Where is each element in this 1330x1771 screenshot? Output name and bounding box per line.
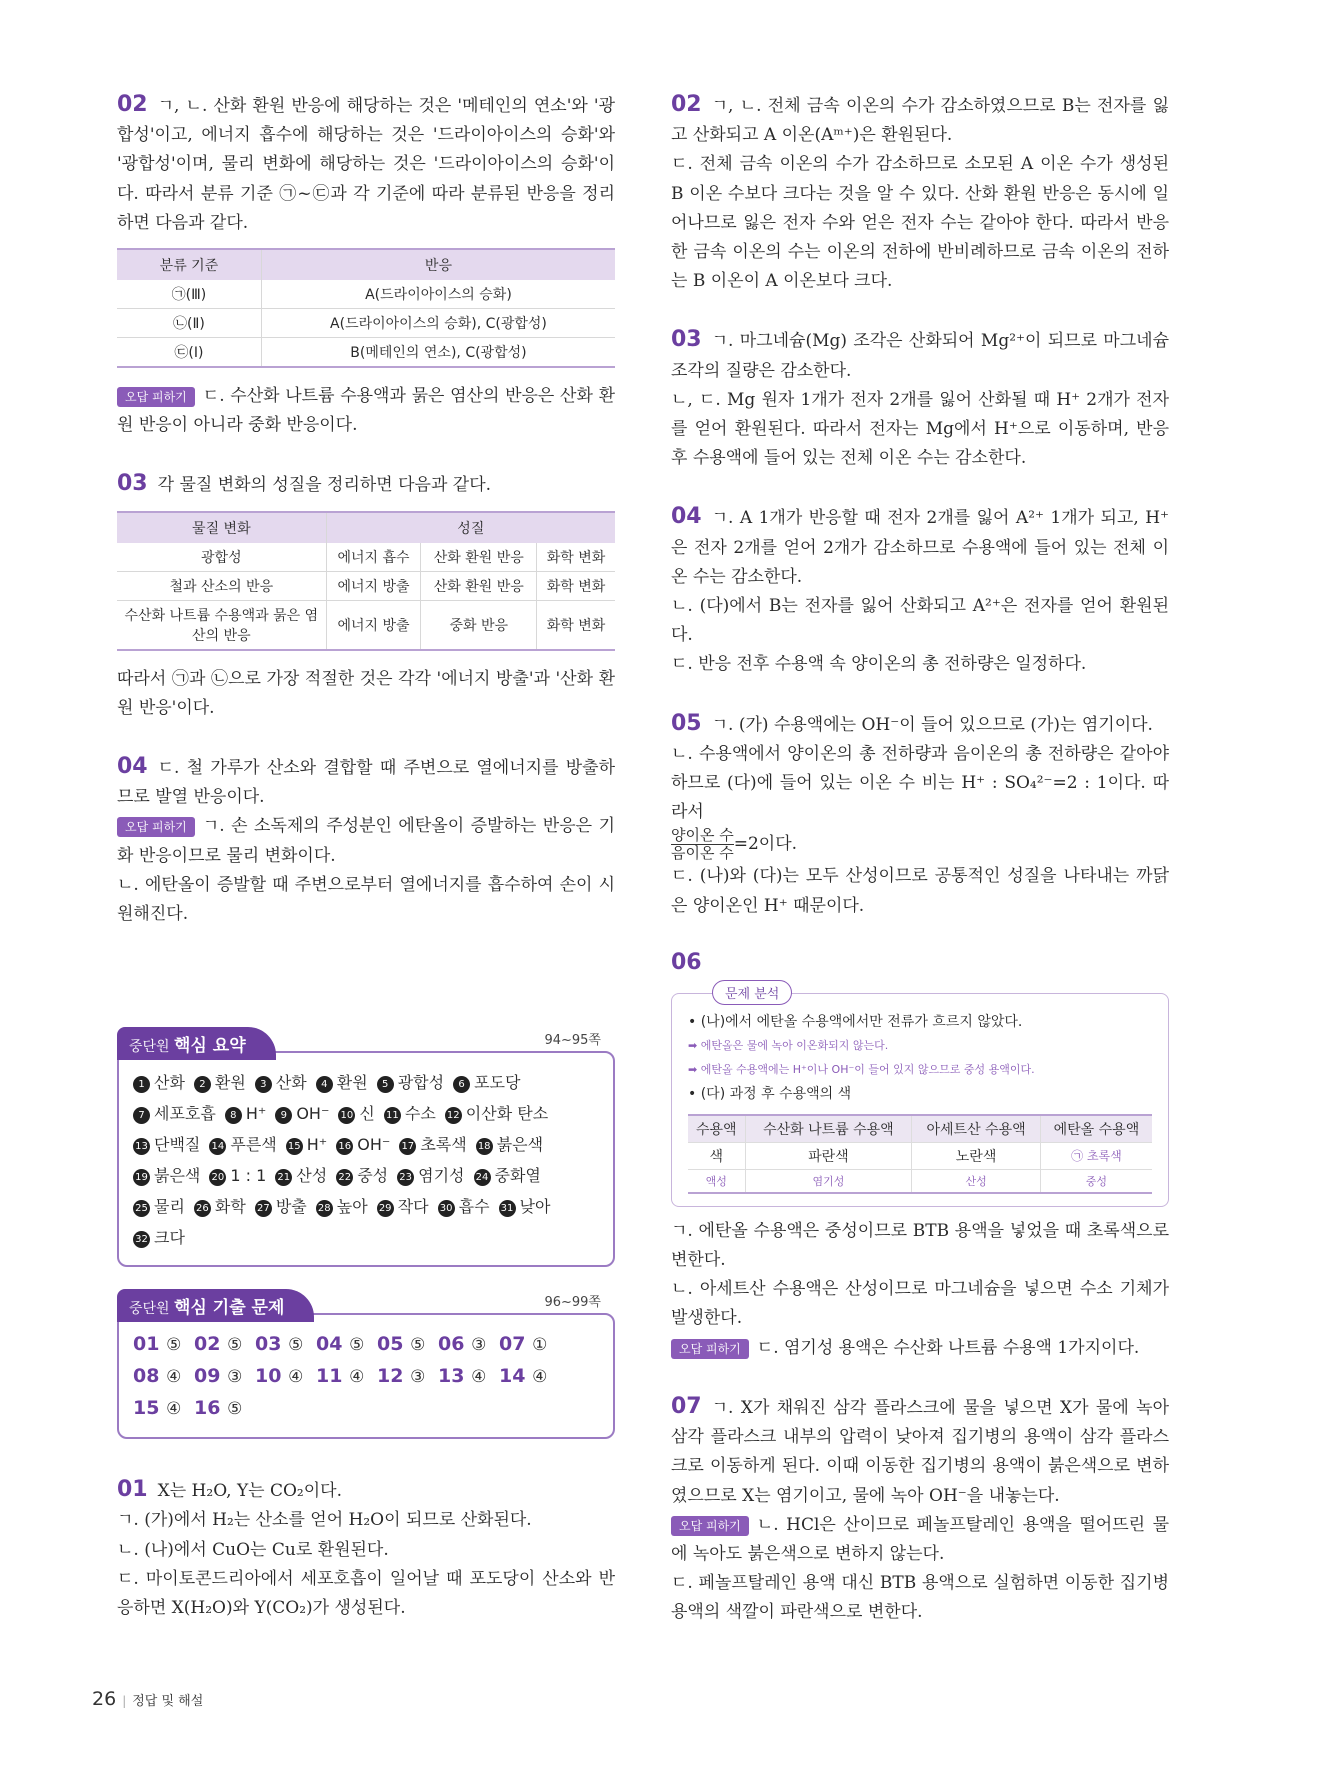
table-cell: 화학 변화 <box>537 571 615 600</box>
analysis-bullet: • (나)에서 에탄올 수용액에서만 전류가 흐르지 않았다. <box>688 1013 1023 1030</box>
answer-choice: ④ <box>471 1367 487 1388</box>
table-row <box>117 543 615 572</box>
answer-choice: ⑤ <box>288 1335 304 1356</box>
item-number-badge: 18 <box>476 1138 493 1155</box>
item-text: 크다 <box>154 1228 185 1248</box>
item-text: 환원 <box>336 1073 368 1093</box>
item-number-badge: 25 <box>133 1200 150 1217</box>
wrong-answer-text: ㄴ. HCl은 산이므로 페놀프탈레인 용액을 떨어뜨린 물에 녹아도 붉은색으로 변하지 않는다. <box>671 1514 1169 1564</box>
answer-choice: ④ <box>166 1367 182 1388</box>
property-table <box>117 511 615 651</box>
answer-03-left <box>117 469 615 723</box>
item-text: 붉은색 <box>496 1135 544 1155</box>
summary-item <box>225 1098 266 1129</box>
explanation-text: ㄱ. X가 채워진 삼각 플라스크에 물을 넣으면 X가 물에 녹아 삼각 플라스크 내부의 압력이 낮아져 집기병의 용액이 삼각 플라스크로 이동하게 된다. 이때 이동한 집기병의 용액이 붉은색으로 변하였으므로 X는 염기이고, 물에 녹아 OH⁻을 내놓는다. <box>671 1397 1169 1506</box>
summary-item <box>286 1129 327 1160</box>
item-number-badge: 9 <box>275 1107 292 1124</box>
table-cell: 광합성 <box>117 543 326 572</box>
item-number-badge: 5 <box>377 1076 394 1093</box>
explanation-text: 각 물질 변화의 성질을 정리하면 다음과 같다. <box>157 475 492 496</box>
answer-item <box>377 1329 438 1361</box>
answer-choice: ④ <box>349 1367 365 1388</box>
item-number-badge: 12 <box>445 1107 462 1124</box>
exam-title <box>117 1289 314 1322</box>
wrong-answer-tag: 오답 피하기 <box>117 817 195 837</box>
answer-01-left <box>117 1475 615 1623</box>
summary-item <box>336 1160 388 1191</box>
answer-item <box>499 1361 560 1393</box>
answer-number: 13 <box>438 1365 465 1388</box>
summary-list <box>133 1067 599 1253</box>
answer-number: 02 <box>194 1333 221 1356</box>
explanation-text: ㄷ. (나)와 (다)는 모두 산성이므로 공통적인 성질을 나타내는 까닭은 양이온인 H⁺ 때문이다. <box>671 866 1169 916</box>
table-cell: ㉠ 초록색 <box>1040 1142 1152 1169</box>
item-text: 단백질 <box>154 1135 201 1155</box>
fraction-line <box>671 827 1169 862</box>
explanation-text: ㄱ. A 1개가 반응할 때 전자 2개를 잃어 A²⁺ 1개가 되고, H⁺은 전자 2개를 얻어 2개가 감소하므로 수용액에 들어 있는 전체 이온 수는 감소한다. <box>671 508 1169 587</box>
wrong-answer-text: ㄷ. 염기성 용액은 수산화 나트륨 수용액 1가지이다. <box>756 1337 1140 1358</box>
title-prefix: 중단원 <box>129 1301 170 1318</box>
explanation-text: ㄴ, ㄷ. Mg 원자 1개가 전자 2개를 잃어 산화될 때 H⁺ 2개가 전자를 얻어 환원된다. 따라서 전자는 Mg에서 H⁺으로 이동하며, 반응 후 수용액에 들어 있는 전체 이온 수는 감소한다. <box>671 389 1169 469</box>
summary-item <box>474 1160 541 1191</box>
table-row <box>117 571 615 600</box>
page-reference: 94~95쪽 <box>544 1033 601 1049</box>
summary-item <box>255 1191 307 1222</box>
item-number-badge: 6 <box>453 1076 470 1093</box>
question-number: 07 <box>671 1393 702 1419</box>
item-text: 중성 <box>357 1166 389 1186</box>
problem-analysis-box <box>671 986 1169 1207</box>
summary-item <box>275 1098 329 1129</box>
wrong-answer-text: ㄷ. 페놀프탈레인 용액 대신 BTB 용액으로 실험하면 이동한 집기병 용액의 색깔이 파란색으로 변한다. <box>671 1573 1169 1623</box>
table-header: 성질 <box>326 512 615 543</box>
answer-number: 11 <box>316 1365 343 1388</box>
item-text: 푸른색 <box>230 1135 277 1155</box>
item-text: 1 : 1 <box>230 1166 267 1186</box>
answer-item <box>438 1361 499 1393</box>
item-text: 중화열 <box>494 1166 541 1186</box>
item-text: 화학 <box>214 1197 246 1217</box>
summary-item <box>133 1191 185 1222</box>
item-text: 세포호흡 <box>154 1104 216 1124</box>
answer-number: 03 <box>255 1333 282 1356</box>
answer-number: 01 <box>133 1333 160 1356</box>
answer-number: 07 <box>499 1333 526 1356</box>
summary-item <box>397 1160 464 1191</box>
summary-item <box>438 1191 490 1222</box>
fraction-numerator: 양이온 수 <box>671 826 734 845</box>
item-text: OH⁻ <box>296 1104 330 1124</box>
explanation-text: ㄱ. 마그네슘(Mg) 조각은 산화되어 Mg²⁺이 되므로 마그네슘 조각의 질량은 감소한다. <box>671 331 1169 381</box>
table-cell: 에너지 흡수 <box>326 543 421 572</box>
item-text: 방출 <box>275 1197 307 1217</box>
summary-item <box>194 1067 246 1098</box>
answer-number: 16 <box>194 1397 221 1420</box>
summary-item <box>275 1160 327 1191</box>
answer-item <box>377 1361 438 1393</box>
answer-number: 10 <box>255 1365 282 1388</box>
table-header: 반응 <box>261 249 615 280</box>
answer-choice: ④ <box>288 1367 304 1388</box>
item-number-badge: 17 <box>399 1138 416 1155</box>
summary-item <box>377 1067 444 1098</box>
table-cell: A(드라이아이스의 승화) <box>261 280 615 309</box>
answer-item <box>316 1329 377 1361</box>
table-row <box>688 1142 1152 1169</box>
item-text: 환원 <box>214 1073 246 1093</box>
summary-item <box>336 1129 390 1160</box>
table-cell: 산성 <box>912 1169 1041 1193</box>
answer-05-right <box>671 709 1169 921</box>
answer-04-right <box>671 502 1169 679</box>
item-number-badge: 3 <box>255 1076 272 1093</box>
summary-item <box>399 1129 466 1160</box>
summary-title <box>117 1027 276 1060</box>
page-number: 26 <box>92 1688 117 1710</box>
item-number-badge: 24 <box>474 1169 491 1186</box>
summary-item <box>453 1067 520 1098</box>
question-number: 04 <box>671 504 702 530</box>
table-cell: 에너지 방출 <box>326 600 421 650</box>
table-header: 에탄올 수용액 <box>1040 1115 1152 1143</box>
answer-choice: ① <box>532 1335 548 1356</box>
summary-item <box>316 1067 368 1098</box>
explanation-text: ㄱ, ㄴ. 산화 환원 반응에 해당하는 것은 '메테인의 연소'와 '광합성'이고, 에너지 흡수에 해당하는 것은 '드라이아이스의 승화'와 '광합성'이며, 물리 변화에 해당하는 것은 '드라이아이스의 승화'이다. 따라서 분류 기준 ㉠~㉢과 각 기준에 따라 분류된 반응을 정리하면 다음과 같다. <box>117 96 615 233</box>
answer-choice: ⑤ <box>166 1335 182 1356</box>
table-row <box>117 280 615 309</box>
answer-number: 12 <box>377 1365 404 1388</box>
item-number-badge: 7 <box>133 1107 150 1124</box>
answer-number: 14 <box>499 1365 526 1388</box>
item-number-badge: 13 <box>133 1138 150 1155</box>
question-number: 01 <box>117 1477 148 1503</box>
fraction-result: =2이다. <box>733 834 798 855</box>
item-number-badge: 1 <box>133 1076 150 1093</box>
item-text: 낮아 <box>519 1197 551 1217</box>
explanation-text: ㄱ. (가) 수용액에는 OH⁻이 들어 있으므로 (가)는 염기이다. <box>711 714 1153 735</box>
summary-item <box>194 1191 246 1222</box>
table-cell: 중성 <box>1040 1169 1152 1193</box>
table-cell: 화학 변화 <box>537 543 615 572</box>
item-text: 염기성 <box>418 1166 465 1186</box>
answer-03-right <box>671 325 1169 473</box>
footer-separator: | <box>122 1694 127 1708</box>
explanation-text: ㄴ. (나)에서 CuO는 Cu로 환원된다. <box>117 1539 389 1560</box>
question-number: 05 <box>671 710 702 736</box>
table-cell: B(메테인의 연소), C(광합성) <box>261 338 615 368</box>
answer-07-right <box>671 1392 1169 1628</box>
item-number-badge: 19 <box>133 1169 150 1186</box>
answer-choice: ⑤ <box>349 1335 365 1356</box>
answer-06-right <box>671 950 1169 1363</box>
question-number: 03 <box>671 327 702 353</box>
table-header: 물질 변화 <box>117 512 326 543</box>
item-text: 작다 <box>397 1197 429 1217</box>
analysis-note: ➡ 에탄올은 물에 녹아 이온화되지 않는다. <box>688 1038 889 1052</box>
explanation-text: ㄷ. 전체 금속 이온의 수가 감소하므로 소모된 A 이온 수가 생성된 B 이온 수보다 크다는 것을 알 수 있다. 산화 환원 반응은 동시에 일어나므로 잃은 전자 수와 얻은 전자 수는 같아야 한다. 따라서 반응한 금속 이온의 수는 이온의 전하에 반비례하므로 금속 이온의 전하는 B 이온이 A 이온보다 크다. <box>671 154 1169 292</box>
item-number-badge: 29 <box>377 1200 394 1217</box>
analysis-bullet: • (다) 과정 후 수용액의 색 <box>688 1085 852 1102</box>
exam-answers-box <box>117 1295 615 1439</box>
page-reference: 96~99쪽 <box>544 1295 601 1311</box>
page-footer <box>92 1688 203 1710</box>
table-cell: 색 <box>688 1142 745 1169</box>
answer-number: 08 <box>133 1365 160 1388</box>
item-number-badge: 23 <box>397 1169 414 1186</box>
table-cell: ㉡(Ⅱ) <box>117 309 261 338</box>
analysis-note: ➡ 에탄올 수용액에는 H⁺이나 OH⁻이 들어 있지 않으므로 중성 용액이다. <box>688 1062 1035 1076</box>
item-number-badge: 16 <box>336 1138 353 1155</box>
table-cell: 염기성 <box>745 1169 912 1193</box>
answer-02-right <box>671 90 1169 296</box>
color-table <box>688 1114 1152 1194</box>
item-text: 초록색 <box>420 1135 467 1155</box>
right-column <box>671 90 1169 1657</box>
explanation-text: ㄱ. 에탄올 수용액은 중성이므로 BTB 용액을 넣었을 때 초록색으로 변한다. <box>671 1220 1169 1271</box>
left-column <box>117 90 615 1652</box>
answer-choice: ③ <box>410 1367 426 1388</box>
answer-number: 05 <box>377 1333 404 1356</box>
answer-choice: ④ <box>532 1367 548 1388</box>
item-number-badge: 28 <box>316 1200 333 1217</box>
footer-label: 정답 및 해설 <box>132 1694 204 1709</box>
summary-item <box>384 1098 436 1129</box>
answer-item <box>194 1361 255 1393</box>
summary-item <box>499 1191 551 1222</box>
title-prefix: 중단원 <box>129 1039 170 1056</box>
explanation-text: X는 H₂O, Y는 CO₂이다. <box>157 1481 342 1502</box>
table-cell: ㉠(Ⅲ) <box>117 280 261 309</box>
table-cell: ㉢(Ⅰ) <box>117 338 261 368</box>
summary-item <box>209 1160 266 1191</box>
ion-ratio-fraction <box>671 827 734 862</box>
answer-choice: ⑤ <box>227 1335 243 1356</box>
table-cell: 중화 반응 <box>421 600 537 650</box>
item-number-badge: 31 <box>499 1200 516 1217</box>
item-text: 광합성 <box>397 1073 445 1093</box>
item-text: 수소 <box>404 1104 436 1124</box>
answer-02-left <box>117 90 615 440</box>
answer-item <box>194 1329 255 1361</box>
table-row <box>688 1115 1152 1143</box>
answer-item <box>255 1361 316 1393</box>
answer-number: 15 <box>133 1397 160 1420</box>
summary-item <box>338 1098 374 1129</box>
table-cell: 파란색 <box>745 1142 912 1169</box>
summary-item <box>133 1067 185 1098</box>
item-text: H⁺ <box>245 1104 267 1124</box>
item-number-badge: 26 <box>194 1200 211 1217</box>
summary-item <box>476 1129 543 1160</box>
item-number-badge: 21 <box>275 1169 292 1186</box>
item-number-badge: 8 <box>225 1107 242 1124</box>
item-text: 포도당 <box>474 1073 521 1093</box>
item-text: 물리 <box>154 1197 185 1217</box>
table-cell: 산화 환원 반응 <box>421 571 537 600</box>
summary-item <box>209 1129 276 1160</box>
answer-item <box>255 1329 316 1361</box>
wrong-answer-text: ㄱ. 손 소독제의 주성분인 에탄올이 증발하는 반응은 기화 반응이므로 물리 변화이다. <box>117 816 615 866</box>
summary-item <box>133 1160 200 1191</box>
table-header: 수용액 <box>688 1115 745 1143</box>
summary-item <box>316 1191 368 1222</box>
explanation-text: ㄴ. 아세트산 수용액은 산성이므로 마그네슘을 넣으면 수소 기체가 발생한다. <box>671 1279 1169 1329</box>
item-number-badge: 20 <box>209 1169 226 1186</box>
table-row <box>688 1169 1152 1193</box>
explanation-text: ㄱ. (가)에서 H₂는 산소를 얻어 H₂O이 되므로 산화된다. <box>117 1510 532 1531</box>
item-number-badge: 2 <box>194 1076 211 1093</box>
item-number-badge: 10 <box>338 1107 355 1124</box>
fraction-denominator: 음이온 수 <box>671 844 734 863</box>
analysis-tag: 문제 분석 <box>712 980 792 1005</box>
item-number-badge: 32 <box>133 1231 150 1248</box>
table-cell: A(드라이아이스의 승화), C(광합성) <box>261 309 615 338</box>
answer-choice: ③ <box>227 1367 243 1388</box>
answer-item <box>194 1393 255 1425</box>
title-main: 핵심 요약 <box>174 1036 246 1057</box>
table-cell: 에너지 방출 <box>326 571 421 600</box>
answer-list <box>133 1329 599 1425</box>
summary-item <box>255 1067 307 1098</box>
question-number: 04 <box>117 754 148 780</box>
item-text: 붉은색 <box>154 1166 201 1186</box>
table-cell: 화학 변화 <box>537 600 615 650</box>
answer-item <box>133 1361 194 1393</box>
item-text: 산화 <box>275 1073 307 1093</box>
wrong-answer-tag: 오답 피하기 <box>117 387 195 407</box>
question-number: 02 <box>117 92 148 117</box>
answer-04-left <box>117 752 615 929</box>
answer-number: 06 <box>438 1333 465 1356</box>
explanation-text: ㄱ, ㄴ. 전체 금속 이온의 수가 감소하였으므로 B는 전자를 잃고 산화되고 A 이온(Aᵐ⁺)은 환원된다. <box>671 96 1169 146</box>
explanation-text: ㄷ. 철 가루가 산소와 결합할 때 주변으로 열에너지를 방출하므로 발열 반응이다. <box>117 758 615 808</box>
summary-item <box>133 1222 185 1253</box>
answer-item <box>133 1393 194 1425</box>
table-cell: 철과 산소의 반응 <box>117 571 326 600</box>
answer-number: 04 <box>316 1333 343 1356</box>
item-number-badge: 27 <box>255 1200 272 1217</box>
answer-choice: ④ <box>166 1399 182 1420</box>
table-row <box>117 309 615 338</box>
item-number-badge: 15 <box>286 1138 303 1155</box>
answer-choice: ③ <box>471 1335 487 1356</box>
summary-item <box>133 1098 216 1129</box>
table-cell: 수산화 나트륨 수용액과 묽은 염산의 반응 <box>117 600 326 650</box>
explanation-text: 따라서 ㉠과 ㉡으로 가장 적절한 것은 각각 '에너지 방출'과 '산화 환원 반응'이다. <box>117 668 615 718</box>
wrong-answer-tag: 오답 피하기 <box>671 1516 749 1536</box>
title-main: 핵심 기출 문제 <box>174 1298 285 1319</box>
answer-item <box>438 1329 499 1361</box>
wrong-answer-tag: 오답 피하기 <box>671 1339 749 1359</box>
summary-item <box>377 1191 429 1222</box>
item-number-badge: 22 <box>336 1169 353 1186</box>
item-text: OH⁻ <box>357 1135 391 1155</box>
classification-table <box>117 248 615 368</box>
item-text: H⁺ <box>306 1135 328 1155</box>
table-header: 수산화 나트륨 수용액 <box>745 1115 912 1143</box>
summary-item <box>445 1098 548 1129</box>
table-header: 아세트산 수용액 <box>912 1115 1041 1143</box>
explanation-text: ㄴ. 수용액에서 양이온의 총 전하량과 음이온의 총 전하량은 같아야 하므로 (다)에 들어 있는 이온 수 비는 H⁺ : SO₄²⁻=2 : 1이다. 따라서 <box>671 743 1169 823</box>
table-cell: 산화 환원 반응 <box>421 543 537 572</box>
answer-item <box>499 1329 560 1361</box>
question-number: 06 <box>671 949 702 975</box>
answer-item <box>133 1329 194 1361</box>
explanation-text: ㄷ. 반응 전후 수용액 속 양이온의 총 전하량은 일정하다. <box>671 654 1087 675</box>
item-number-badge: 4 <box>316 1076 333 1093</box>
item-text: 산화 <box>154 1073 185 1093</box>
wrong-answer-text: ㄴ. 에탄올이 증발할 때 주변으로부터 열에너지를 흡수하여 손이 시원해진다. <box>117 874 615 925</box>
item-text: 신 <box>359 1104 375 1124</box>
item-text: 높아 <box>336 1197 368 1217</box>
answer-choice: ⑤ <box>227 1399 243 1420</box>
question-number: 03 <box>117 471 148 497</box>
item-text: 산성 <box>296 1166 328 1186</box>
wrong-answer-text: ㄷ. 수산화 나트륨 수용액과 묽은 염산의 반응은 산화 환원 반응이 아니라 중화 반응이다. <box>117 386 615 436</box>
explanation-text: ㄴ. (다)에서 B는 전자를 잃어 산화되고 A²⁺은 전자를 얻어 환원된다. <box>671 596 1169 646</box>
explanation-text: ㄷ. 마이토콘드리아에서 세포호흡이 일어날 때 포도당이 산소와 반응하면 X(H₂O)와 Y(CO₂)가 생성된다. <box>117 1568 615 1619</box>
table-row <box>117 338 615 368</box>
summary-item <box>133 1129 200 1160</box>
summary-box <box>117 1033 615 1267</box>
table-cell: 노란색 <box>912 1142 1041 1169</box>
item-text: 이산화 탄소 <box>465 1104 549 1124</box>
answer-item <box>316 1361 377 1393</box>
item-number-badge: 14 <box>209 1138 226 1155</box>
table-row <box>117 600 615 650</box>
item-number-badge: 11 <box>384 1107 401 1124</box>
question-number: 02 <box>671 92 702 117</box>
item-number-badge: 30 <box>438 1200 455 1217</box>
table-cell: 액성 <box>688 1169 745 1193</box>
table-header: 분류 기준 <box>117 249 261 280</box>
item-text: 흡수 <box>458 1197 490 1217</box>
answer-number: 09 <box>194 1365 221 1388</box>
answer-choice: ⑤ <box>410 1335 426 1356</box>
